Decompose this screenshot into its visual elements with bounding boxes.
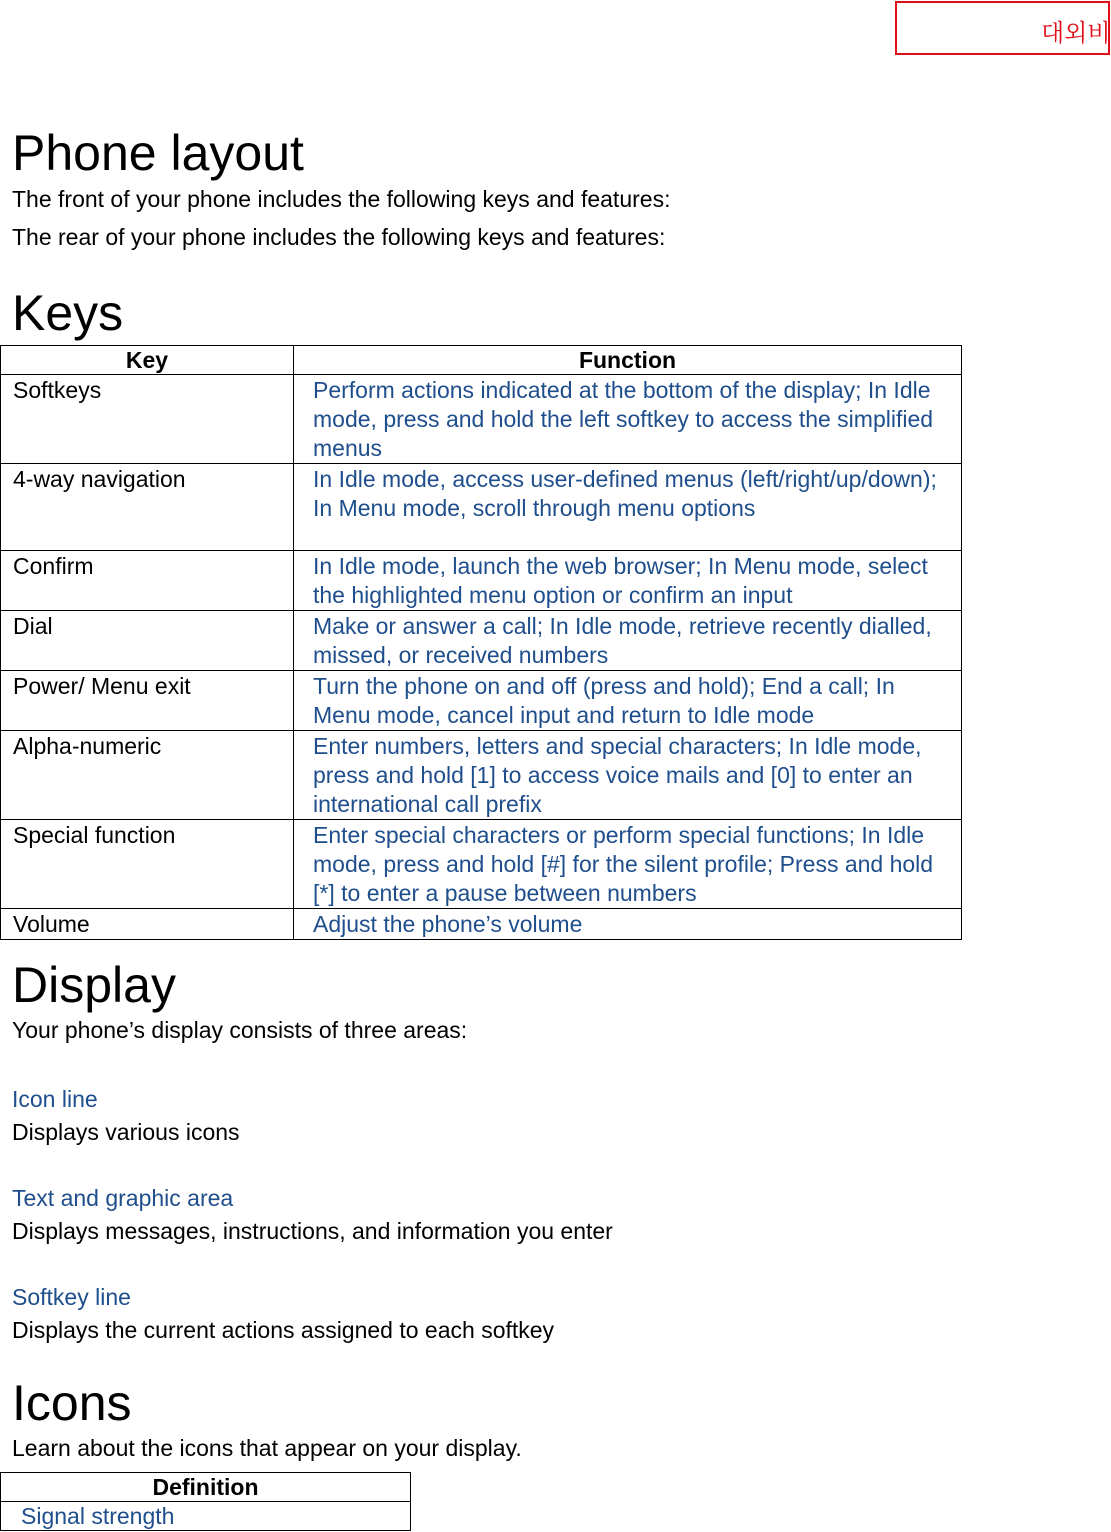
function-cell: Turn the phone on and off (press and hold); End a call; In Menu mode, cancel input and return to Idle mode <box>294 671 962 731</box>
function-cell: Make or answer a call; In Idle mode, retrieve recently dialled, missed, or received numbers <box>294 611 962 671</box>
keys-table-header-row <box>1 346 962 375</box>
table-row <box>1 1502 411 1531</box>
area-desc-text-graphic: Displays messages, instructions, and information you enter <box>12 1218 613 1244</box>
function-cell: Perform actions indicated at the bottom of the display; In Idle mode, press and hold the left softkey to access the simplified menus <box>294 375 962 464</box>
heading-phone-layout: Phone layout <box>12 125 304 181</box>
definition-cell: Signal strength <box>1 1502 411 1531</box>
area-desc-icon-line: Displays various icons <box>12 1119 240 1145</box>
keys-table <box>0 345 962 940</box>
table-row <box>1 464 962 551</box>
area-desc-softkey-line: Displays the current actions assigned to each softkey <box>12 1317 555 1343</box>
key-cell: Softkeys <box>1 375 294 464</box>
table-row <box>1 820 962 909</box>
area-name-softkey-line: Softkey line <box>12 1284 131 1310</box>
area-name-icon-line: Icon line <box>12 1086 98 1112</box>
table-row <box>1 611 962 671</box>
area-name-text-graphic: Text and graphic area <box>12 1185 234 1211</box>
table-row <box>1 731 962 820</box>
table-row <box>1 551 962 611</box>
key-cell: Special function <box>1 820 294 909</box>
confidential-stamp <box>895 1 1110 55</box>
icons-table-header-row <box>1 1473 411 1502</box>
key-cell: Dial <box>1 611 294 671</box>
key-cell: Power/ Menu exit <box>1 671 294 731</box>
rear-description: The rear of your phone includes the following keys and features: <box>12 224 666 250</box>
heading-icons: Icons <box>12 1375 132 1431</box>
table-row <box>1 909 962 940</box>
table-row <box>1 671 962 731</box>
key-cell: Confirm <box>1 551 294 611</box>
function-cell: Adjust the phone’s volume <box>294 909 962 940</box>
function-cell: Enter numbers, letters and special characters; In Idle mode, press and hold [1] to access voice mails and [0] to enter an international call prefix <box>294 731 962 820</box>
key-column-header: Key <box>1 346 294 375</box>
key-cell: Alpha-numeric <box>1 731 294 820</box>
function-column-header: Function <box>294 346 962 375</box>
display-intro: Your phone’s display consists of three areas: <box>12 1017 468 1043</box>
key-cell: 4-way navigation <box>1 464 294 551</box>
heading-display: Display <box>12 957 176 1013</box>
table-row <box>1 375 962 464</box>
icons-intro: Learn about the icons that appear on your display. <box>12 1435 522 1461</box>
stamp-text: 대외비 <box>1041 19 1111 47</box>
front-description: The front of your phone includes the following keys and features: <box>12 186 671 212</box>
function-cell: In Idle mode, launch the web browser; In Menu mode, select the highlighted menu option or confirm an input <box>294 551 962 611</box>
function-cell: In Idle mode, access user-defined menus (left/right/up/down); In Menu mode, scroll through menu options <box>294 464 962 551</box>
definition-column-header: Definition <box>1 1473 411 1502</box>
key-cell: Volume <box>1 909 294 940</box>
function-cell: Enter special characters or perform special functions; In Idle mode, press and hold [#] for the silent profile; Press and hold [*] to enter a pause between numbers <box>294 820 962 909</box>
heading-keys: Keys <box>12 285 124 341</box>
icons-table <box>0 1472 411 1531</box>
